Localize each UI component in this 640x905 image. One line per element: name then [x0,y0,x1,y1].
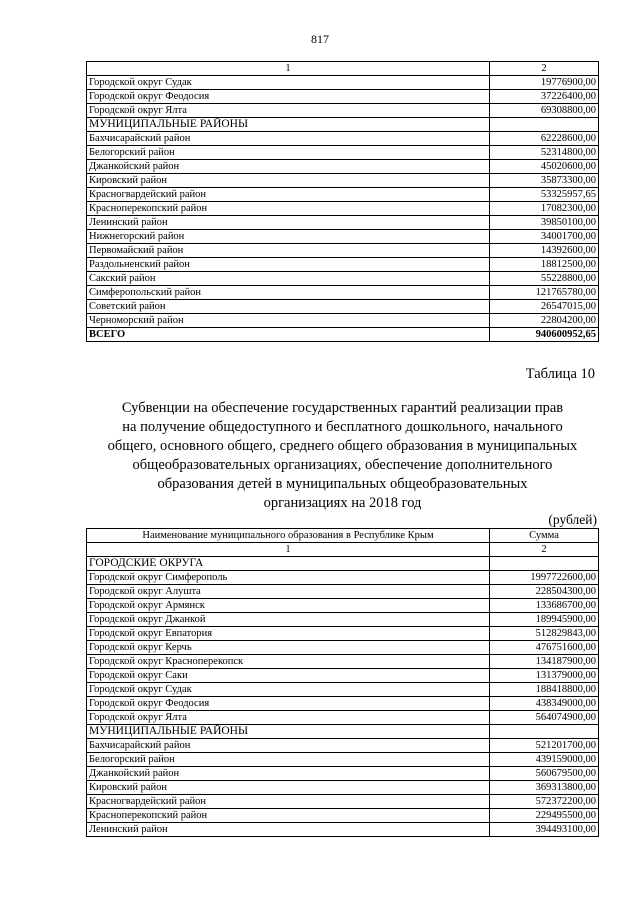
table-row [87,781,599,795]
table-row [87,146,599,160]
amount-value: 55228800,00 [490,272,599,286]
amount-value: 438349000,00 [490,697,599,711]
column-number-1: 1 [87,543,490,557]
municipality-name: Белогорский район [87,146,490,160]
amount-value [490,557,599,571]
table-title-line: на получение общедоступного и бесплатного дошкольного, начального [122,419,563,435]
total-row [87,328,599,342]
table-row [87,216,599,230]
amount-value: 22804200,00 [490,314,599,328]
amount-value: 228504300,00 [490,585,599,599]
municipality-name: Раздольненский район [87,258,490,272]
amount-value: 45020600,00 [490,160,599,174]
amount-value: 121765780,00 [490,286,599,300]
table-row [87,641,599,655]
table-row [87,823,599,837]
municipality-name: Городской округ Красноперекопск [87,655,490,669]
amount-value: 369313800,00 [490,781,599,795]
amount-value: 26547015,00 [490,300,599,314]
amount-value: 572372200,00 [490,795,599,809]
municipality-name: Городской округ Судак [87,76,490,90]
amount-value: 189945900,00 [490,613,599,627]
table-row [87,104,599,118]
table-row [87,795,599,809]
column-header-row [87,529,599,543]
column-number-row [87,62,599,76]
municipality-name: Городской округ Судак [87,683,490,697]
table-row [87,132,599,146]
column-number-row [87,543,599,557]
municipality-name: Джанкойский район [87,160,490,174]
column-header-sum: Сумма [490,529,599,543]
table-row [87,585,599,599]
municipality-name: Сакский район [87,272,490,286]
municipality-name: Городской округ Алушта [87,585,490,599]
section-title: ГОРОДСКИЕ ОКРУГА [87,557,490,571]
column-number-1: 1 [87,62,490,76]
table-title-line: общеобразовательных организациях, обеспечение дополнительного [132,457,553,473]
section-header-row [87,557,599,571]
table-row [87,599,599,613]
table-row [87,202,599,216]
table-title-line: общего, основного общего, среднего общего образования в муниципальных [107,438,578,454]
amount-value: 512829843,00 [490,627,599,641]
column-header-name: Наименование муниципального образования в Республике Крым [87,529,490,543]
amount-value: 564074900,00 [490,711,599,725]
table-row [87,809,599,823]
municipality-name: Красногвардейский район [87,795,490,809]
column-number-2: 2 [490,62,599,76]
table-title-line: образования детей в муниципальных общеобразовательных [157,476,528,492]
amount-value [490,725,599,739]
municipality-name: Белогорский район [87,753,490,767]
section-title: МУНИЦИПАЛЬНЫЕ РАЙОНЫ [87,118,490,132]
table-row [87,683,599,697]
amount-value: 39850100,00 [490,216,599,230]
municipality-name: Городской округ Евпатория [87,627,490,641]
section-header-row [87,725,599,739]
units-label: (рублей) [548,512,597,527]
amount-value: 52314800,00 [490,146,599,160]
table-row [87,655,599,669]
table-row [87,300,599,314]
column-number-2: 2 [490,543,599,557]
table-row [87,160,599,174]
municipality-name: Бахчисарайский район [87,132,490,146]
table-row [87,258,599,272]
table-row [87,174,599,188]
municipality-name: Городской округ Джанкой [87,613,490,627]
municipality-name: Симферопольский район [87,286,490,300]
table-row [87,272,599,286]
table-row [87,188,599,202]
municipality-name: Черноморский район [87,314,490,328]
municipality-name: Бахчисарайский район [87,739,490,753]
amount-value: 34001700,00 [490,230,599,244]
municipality-name: Городской округ Армянск [87,599,490,613]
amount-value: 17082300,00 [490,202,599,216]
total-value: 940600952,65 [490,328,599,342]
municipality-name: Кировский район [87,781,490,795]
amount-value: 14392600,00 [490,244,599,258]
amount-value: 69308800,00 [490,104,599,118]
table-row [87,76,599,90]
municipality-name: Красногвардейский район [87,188,490,202]
table-row [87,753,599,767]
municipality-name: Городской округ Феодосия [87,697,490,711]
municipality-name: Нижнегорский район [87,230,490,244]
subvention-table [86,528,599,837]
municipality-name: Ленинский район [87,216,490,230]
amount-value: 62228600,00 [490,132,599,146]
municipality-name: Городской округ Саки [87,669,490,683]
amount-value: 37226400,00 [490,90,599,104]
section-title: МУНИЦИПАЛЬНЫЕ РАЙОНЫ [87,725,490,739]
municipality-name: Советский район [87,300,490,314]
amount-value: 560679500,00 [490,767,599,781]
amount-value [490,118,599,132]
municipality-name: Городской округ Феодосия [87,90,490,104]
table-row [87,697,599,711]
amount-value: 1997722600,00 [490,571,599,585]
amount-value: 521201700,00 [490,739,599,753]
table-row [87,711,599,725]
municipality-name: Городской округ Ялта [87,104,490,118]
municipality-name: Кировский район [87,174,490,188]
amount-value: 476751600,00 [490,641,599,655]
amount-value: 19776900,00 [490,76,599,90]
amount-value: 134187900,00 [490,655,599,669]
table-row [87,244,599,258]
amount-value: 133686700,00 [490,599,599,613]
table-row [87,571,599,585]
table-row [87,767,599,781]
table-row [87,90,599,104]
municipality-name: Городской округ Керчь [87,641,490,655]
amount-value: 439159000,00 [490,753,599,767]
municipality-name: Первомайский район [87,244,490,258]
table-row [87,669,599,683]
amount-value: 394493100,00 [490,823,599,837]
table-title-line: организациях на 2018 год [263,495,422,511]
table-title [86,399,599,513]
municipality-name: Красноперекопский район [87,809,490,823]
table-row [87,314,599,328]
table-row [87,613,599,627]
table-row [87,230,599,244]
amount-value: 18812500,00 [490,258,599,272]
municipality-name: Городской округ Симферополь [87,571,490,585]
municipality-name: Красноперекопский район [87,202,490,216]
total-label: ВСЕГО [87,328,490,342]
section-header-row [87,118,599,132]
amount-value: 131379000,00 [490,669,599,683]
amount-value: 229495500,00 [490,809,599,823]
municipality-name: Городской округ Ялта [87,711,490,725]
table-label: Таблица 10 [525,366,595,382]
allocation-table-continued [86,61,599,342]
table-row [87,739,599,753]
table-title-line: Субвенции на обеспечение государственных гарантий реализации прав [121,400,564,416]
amount-value: 35873300,00 [490,174,599,188]
table-row [87,627,599,641]
amount-value: 53325957,65 [490,188,599,202]
municipality-name: Джанкойский район [87,767,490,781]
table-row [87,286,599,300]
page-number: 817 [311,32,329,46]
amount-value: 188418800,00 [490,683,599,697]
municipality-name: Ленинский район [87,823,490,837]
